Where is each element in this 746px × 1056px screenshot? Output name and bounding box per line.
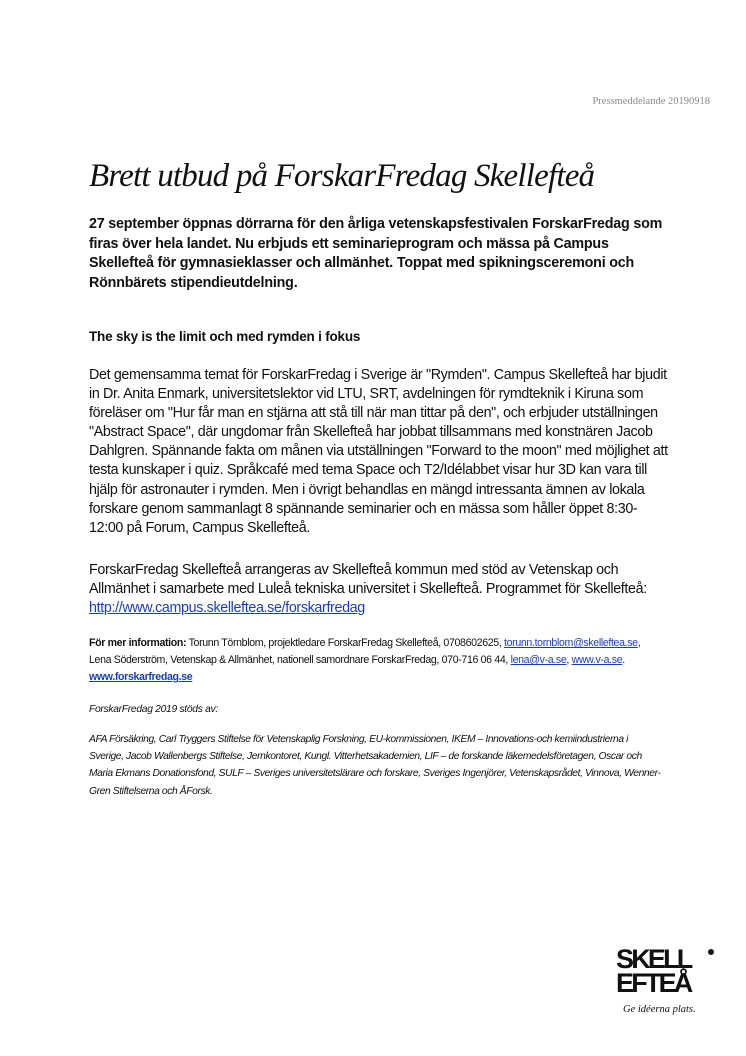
- email-link-lena[interactable]: lena@v-a.se: [510, 654, 567, 666]
- section-heading: The sky is the limit och med rymden i fokus: [89, 329, 361, 344]
- supporters-list: AFA Försäkring, Carl Tryggers Stiftelse för Vetenskaplig Forskning, EU-kommissionen, IKEM – Innovations-och kemiindustrierna i Sverige, Jacob Wallenbergs Stiftelse, Jernkontoret, Kungl. Vitterhetsakademien, LIF – de forskande läkemedelsföretagen, Oscar och Maria Ekmans Donationsfond, SULF – Sveriges universitetslärare och forskare, Sveriges Ingenjörer, Vetenskapsrådet, Vinnova, Wenner-Gren Stiftelserna och ÅForsk.: [89, 734, 661, 797]
- email-link-torunn[interactable]: torunn.tornblom@skelleftea.se: [504, 637, 638, 649]
- body-paragraph-2: [89, 561, 669, 618]
- press-release-date: Pressmeddelande 20190918: [592, 96, 710, 107]
- contact-info: [89, 635, 664, 686]
- skelleftea-logo: [616, 944, 720, 1024]
- logo-dot-icon: [708, 949, 714, 955]
- logo-line-1: SKELL: [616, 944, 691, 974]
- logo-tagline: Ge idéerna plats.: [623, 1004, 696, 1015]
- link-va[interactable]: www.v-a.se: [571, 654, 623, 666]
- contact-text-2: , Lena Söderström, Vetenskap & Allmänhet, nationell samordnare ForskarFredag, 070-716 06 44,: [89, 637, 641, 666]
- logo-line-2: EFTEÅ: [616, 968, 691, 998]
- supported-by-label: ForskarFredag 2019 stöds av:: [89, 704, 218, 715]
- body-paragraph-1: Det gemensamma temat för ForskarFredag i Sverige är "Rymden". Campus Skellefteå har bjudit in Dr. Anita Enmark, universitetslektor vid LTU, SRT, avdelningen för rymdteknik i Kiruna som föreläser om "Hur får man en stjärna att stå till när man tittar på den", och erbjuder utställningen "Abstract Space", där ungdomar från Skellefteå har jobbat tillsammans med konstnären Jacob Dahlgren. Spännande fakta om månen via utställningen "Forward to the moon" med möjlighet att testa kunskaper i quiz. Språkcafé med tema Space och T2/Idélabbet visar hur 3D kan vara till hjälp för astronauter i rymden. Men i övrigt behandlas en mängd intressanta ämnen av lokala forskare genom sammanlagt 8 spännande seminarier och en mässa som håller öppet 8:30-12:00 på Forum, Campus Skellefteå.: [89, 367, 668, 536]
- separator: ,: [566, 654, 572, 666]
- contact-info-label: För mer information:: [89, 637, 187, 649]
- separator: .: [622, 654, 625, 666]
- logo-wordmark: [616, 944, 691, 998]
- link-forskarfredag[interactable]: www.forskarfredag.se: [89, 671, 193, 683]
- program-link[interactable]: http://www.campus.skelleftea.se/forskarfredag: [89, 600, 365, 617]
- contact-text-1: Torunn Törnblom, projektledare ForskarFredag Skellefteå, 0708602625,: [186, 637, 505, 649]
- page-title: Brett utbud på ForskarFredag Skellefteå: [89, 158, 595, 194]
- body-paragraph-2-text: ForskarFredag Skellefteå arrangeras av Skellefteå kommun med stöd av Vetenskap och Allmänhet i samarbete med Luleå tekniska universitet i Skellefteå. Programmet för Skellefteå:: [89, 562, 647, 598]
- lead-paragraph: 27 september öppnas dörrarna för den årliga vetenskapsfestivalen ForskarFredag som firas över hela landet. Nu erbjuds ett seminarieprogram och mässa på Campus Skellefteå för gymnasieklasser och allmänhet. Toppat med spikningsceremoni och Rönnbärets stipendieutdelning.: [89, 216, 663, 291]
